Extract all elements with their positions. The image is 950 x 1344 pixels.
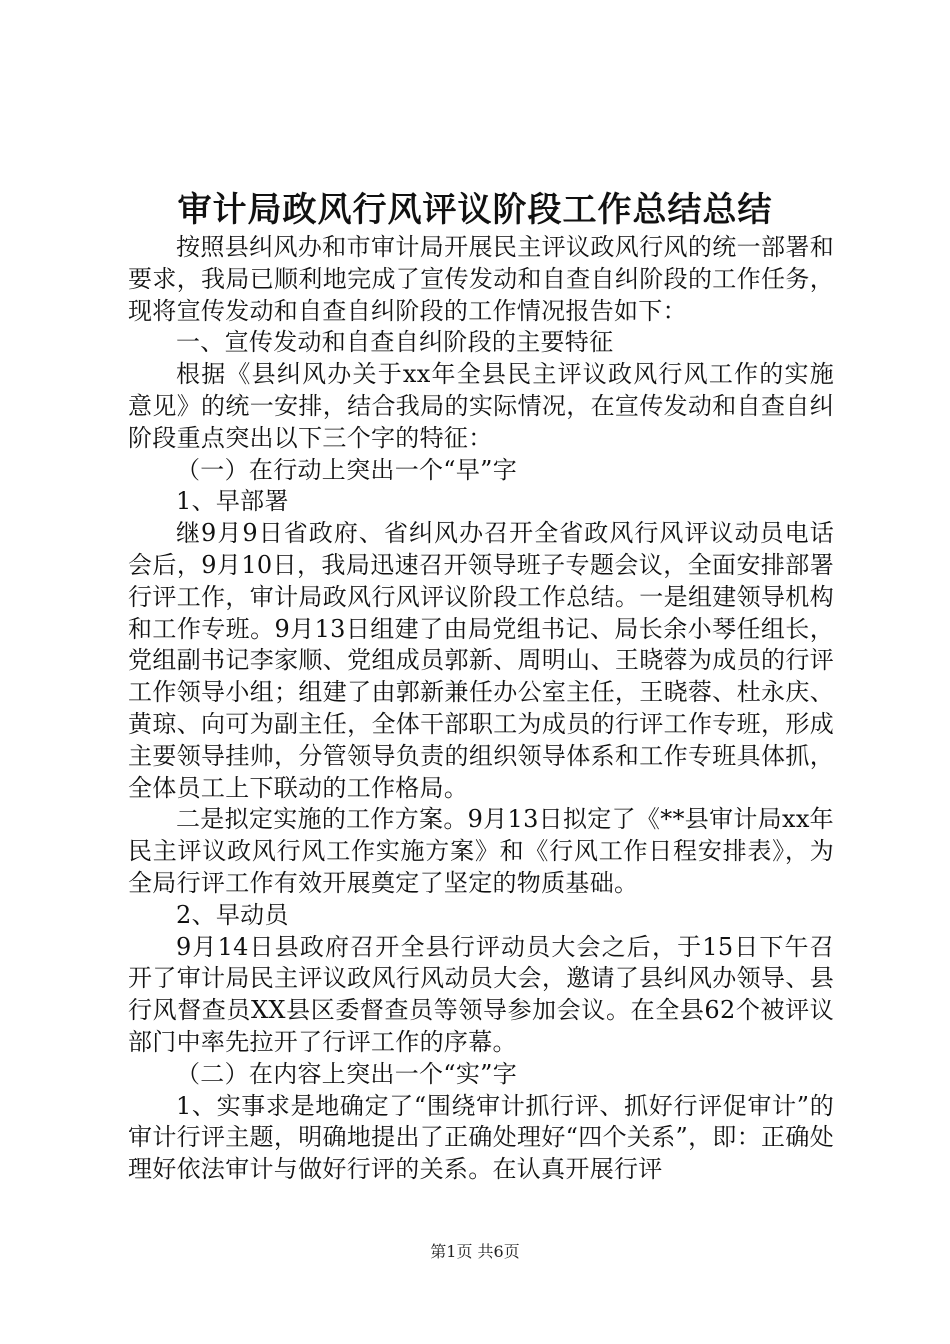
item-heading: 1、早部署 <box>176 487 289 516</box>
subsection-heading: （一）在行动上突出一个“早”字 <box>176 455 518 484</box>
document-title: 审计局政风行风评议阶段工作总结总结 <box>177 190 773 230</box>
body-paragraph: 二是拟定实施的工作方案。9月13日拟定了《**县审计局xx年民主评议政风行风工作实施方案》和《行风工作日程安排表》，为全局行评工作有效开展奠定了坚定的物质基础。 <box>128 805 834 897</box>
body-paragraph: 继9月9日省政府、省纠风办召开全省政风行风评议动员电话会后，9月10日，我局迅速召开领导班子专题会议，全面安排部署行评工作，审计局政风行风评议阶段工作总结。一是组建领导机构和工作专班。9月13日组建了由局党组书记、局长余小琴任组长，党组副书记李家顺、党组成员郭新、周明山、王晓蓉为成员的行评工作领导小组；组建了由郭新兼任办公室主任，王晓蓉、杜永庆、黄琼、向可为副主任，全体干部职工为成员的行评工作专班，形成主要领导挂帅，分管领导负责的组织领导体系和工作专班具体抓，全体员工上下联动的工作格局。 <box>128 519 834 802</box>
body-paragraph: 按照县纠风办和市审计局开展民主评议政风行风的统一部署和要求，我局已顺利地完成了宣传发动和自查自纠阶段的工作任务，现将宣传发动和自查自纠阶段的工作情况报告如下： <box>128 233 834 325</box>
body-paragraph: 9月14日县政府召开全县行评动员大会之后，于15日下午召开了审计局民主评议政风行风动员大会，邀请了县纠风办领导、县行风督查员XX县区委督查员等领导参加会议。在全县62个被评议部门中率先拉开了行评工作的序幕。 <box>128 932 834 1056</box>
body-paragraph: 根据《县纠风办关于xx年全县民主评议政风行风工作的实施意见》的统一安排，结合我局的实际情况，在宣传发动和自查自纠阶段重点突出以下三个字的特征： <box>128 360 834 452</box>
subsection-heading: （二）在内容上突出一个“实”字 <box>176 1059 518 1088</box>
page-number-footer: 第1页 共6页 <box>430 1242 520 1261</box>
document-body <box>128 232 834 1186</box>
body-paragraph: 1、实事求是地确定了“围绕审计抓行评、抓好行评促审计”的审计行评主题，明确地提出了正确处理好“四个关系”，即：正确处理好依法审计与做好行评的关系。在认真开展行评 <box>128 1091 834 1184</box>
item-heading: 2、早动员 <box>176 900 289 929</box>
section-heading: 一、宣传发动和自查自纠阶段的主要特征 <box>176 328 614 357</box>
